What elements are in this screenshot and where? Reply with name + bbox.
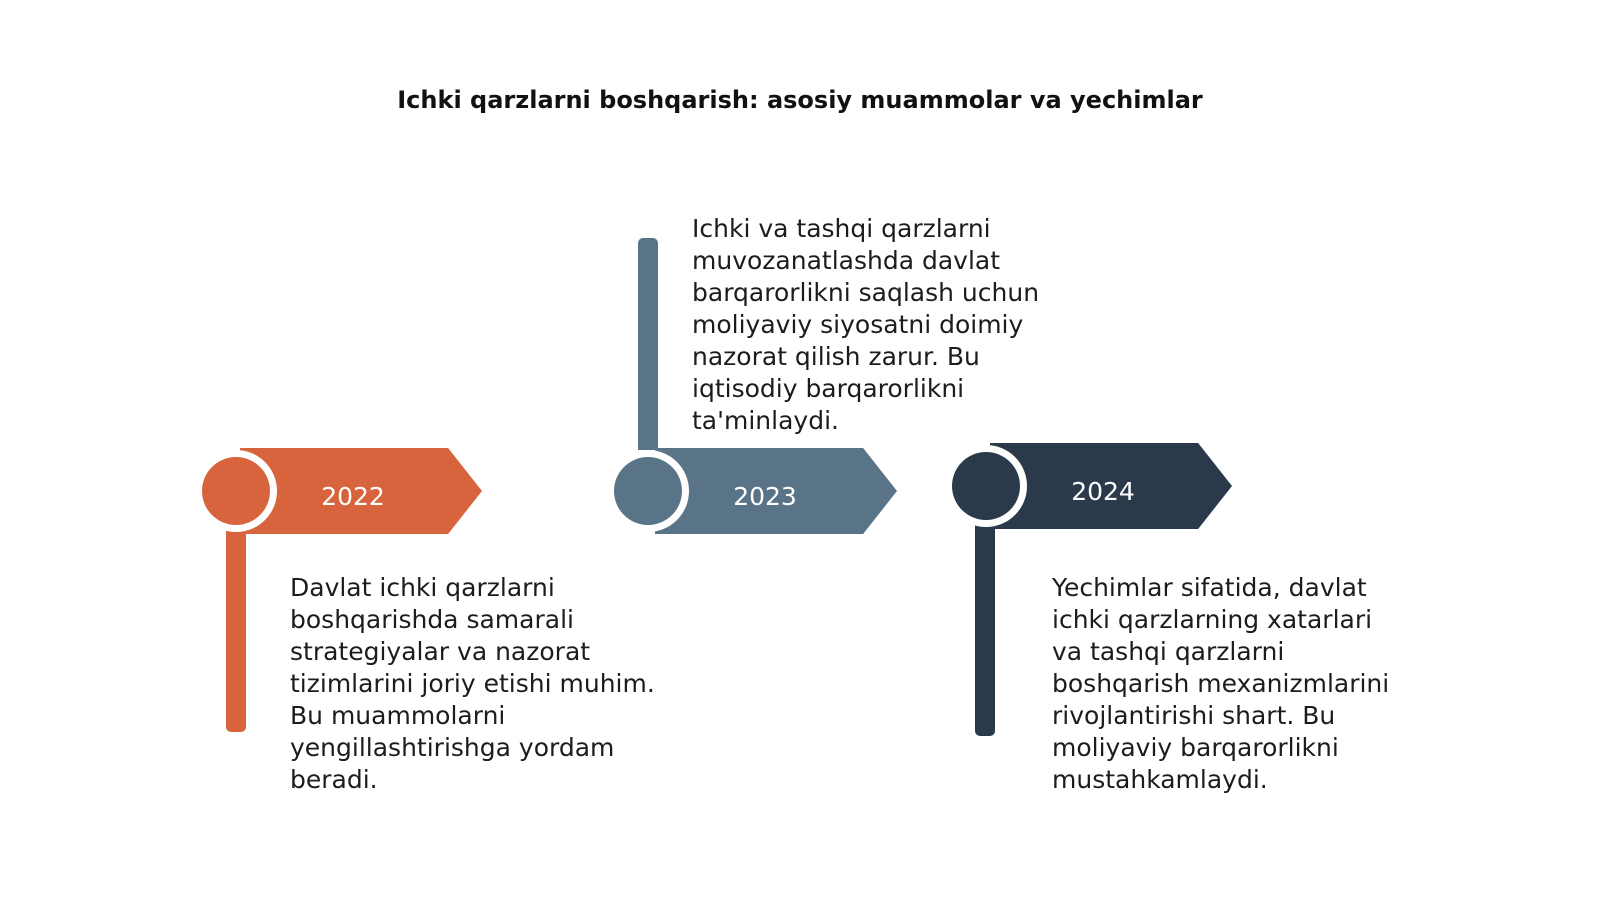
- milestone-2024-stem: [975, 522, 995, 736]
- milestone-2024-year: 2024: [1071, 477, 1135, 506]
- milestone-2023-dot: [614, 457, 682, 525]
- milestone-2022-year: 2022: [321, 482, 385, 511]
- milestone-2024-dot: [952, 452, 1020, 520]
- milestone-2022-description: Davlat ichki qarzlarni boshqarishda samarali strategiyalar va nazorat tizimlarini joriy etishi muhim. Bu muammolarni yengillashtirishga yordam beradi.: [290, 573, 655, 794]
- milestone-2023-year: 2023: [733, 482, 797, 511]
- milestone-2022-dot: [202, 457, 270, 525]
- milestone-2022-stem: [226, 528, 246, 732]
- milestone-2023-stem: [638, 238, 658, 450]
- milestone-2023-description: Ichki va tashqi qarzlarni muvozanatlashda davlat barqarorlikni saqlash uchun moliyaviy siyosatni doimiy nazorat qilish zarur. Bu iqtisodiy barqarorlikni ta'minlaydi.: [692, 214, 1040, 435]
- milestone-2024-description: Yechimlar sifatida, davlat ichki qarzlarning xatarlari va tashqi qarzlarni boshqarish mexanizmlarini rivojlantirishi shart. Bu moliyaviy barqarorlikni mustahkamlaydi.: [1052, 573, 1390, 794]
- diagram-title: Ichki qarzlarni boshqarish: asosiy muammolar va yechimlar: [397, 86, 1203, 114]
